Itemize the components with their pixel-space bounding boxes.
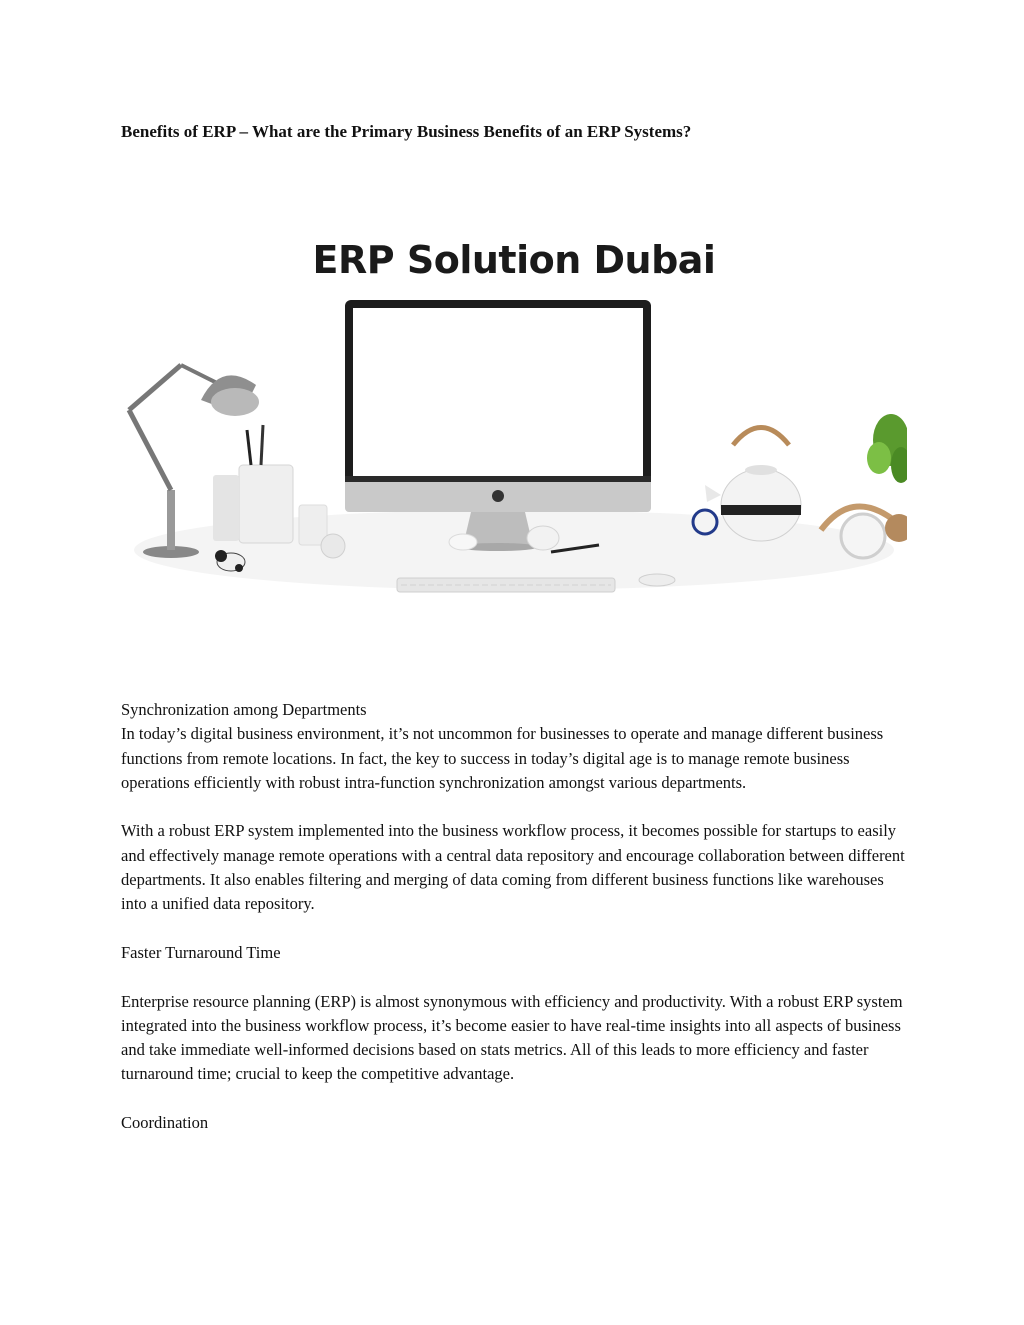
section-heading: Faster Turnaround Time bbox=[121, 942, 281, 962]
hero-image bbox=[121, 230, 907, 610]
section-heading: Synchronization among Departments bbox=[121, 700, 367, 719]
desk-scene bbox=[121, 290, 907, 610]
document-title: Benefits of ERP – What are the Primary Business Benefits of an ERP Systems? bbox=[121, 122, 692, 141]
section-heading: Coordination bbox=[121, 1113, 209, 1133]
mouse-icon bbox=[639, 574, 675, 586]
paragraph: In today’s digital business environment, it’s not uncommon for businesses to operate and manage different business functions from remote locations. In fact, the key to success in today’s digital age is to manage remote business operations efficiently with robust intra-function synchronization amongst various departments. bbox=[121, 724, 884, 792]
article-body bbox=[121, 698, 911, 1135]
plant-icon bbox=[867, 414, 907, 483]
keyboard-icon bbox=[397, 578, 615, 592]
pencil-cup-icon bbox=[213, 425, 345, 558]
hero-heading: ERP Solution Dubai bbox=[312, 238, 716, 282]
paragraph: With a robust ERP system implemented into the business workflow process, it becomes possible for startups to easily and effectively manage remote operations with a central data repository and encourage collaboration between different departments. It also enables filtering and merging of data coming from different business functions like warehouses into a unified data repository. bbox=[121, 821, 905, 914]
teapot-icon bbox=[693, 428, 801, 542]
paragraph: Enterprise resource planning (ERP) is almost synonymous with efficiency and productivity. With a robust ERP system integrated into the business workflow process, it’s become easier to have real-time insights into all aspects of business and take immediate well-informed decisions based on stats metrics. All of this leads to more efficiency and faster turnaround time; crucial to keep the competitive advantage. bbox=[121, 991, 903, 1084]
